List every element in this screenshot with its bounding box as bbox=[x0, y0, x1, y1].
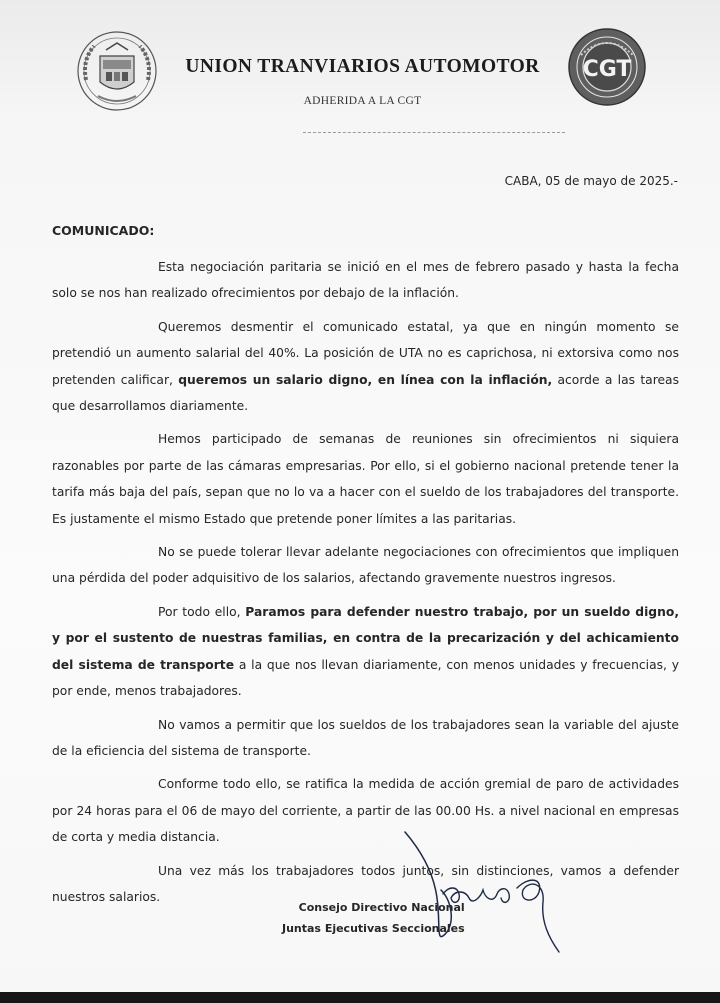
paragraph-text: Una vez más los trabajadores todos juntos, sin distinciones, vamos a defender nuestros salarios. bbox=[52, 863, 679, 904]
closing-line-sections: Juntas Ejecutivas Seccionales bbox=[282, 922, 465, 935]
closing-line-council: Consejo Directivo Nacional bbox=[298, 901, 465, 914]
letter-paragraph bbox=[52, 314, 679, 420]
letter-paragraph bbox=[52, 712, 679, 765]
paragraph-text: No se puede tolerar llevar adelante negociaciones con ofrecimientos que impliquen una pérdida del poder adquisitivo de los salarios, afectando gravemente nuestros ingresos. bbox=[52, 545, 679, 586]
uta-seal-icon bbox=[76, 30, 158, 112]
header-divider bbox=[303, 132, 565, 133]
paragraph-text: Conforme todo ello, se ratifica la medida de acción gremial de paro de actividades por 24 horas para el 06 de mayo del corriente, a partir de las 00.00 Hs. a nivel nacional en empresas de corta y media distancia. bbox=[52, 777, 679, 845]
handwritten-signature-icon bbox=[395, 828, 575, 958]
paragraph-text: Hemos participado de semanas de reuniones sin ofrecimientos ni siquiera razonables por parte de las cámaras empresarias. Por ello, si el gobierno nacional pretende tener la tarifa más baja del país, sepan que no lo va a hacer con el sueldo de los trabajadores del transporte. Es justamente el mismo Estado que pretende poner límites a las paritarias. bbox=[52, 432, 679, 526]
paragraph-text: Queremos desmentir el comunicado estatal, ya que en ningún momento se pretendió un aumento salarial del 40%. La posición de UTA no es caprichosa, ni extorsiva como nos pretenden calificar, bbox=[52, 319, 679, 387]
letter-paragraph bbox=[52, 771, 679, 850]
letter-date: CABA, 05 de mayo de 2025.- bbox=[504, 174, 678, 188]
letter-body bbox=[52, 254, 679, 917]
paragraph-bold-text: Paramos para defender nuestro trabajo, por un sueldo digno, y por el sustento de nuestras familias, en contra de la precarización y del achicamiento del sistema de transporte bbox=[52, 604, 679, 672]
paragraph-text: acorde a las tareas que desarrollamos diariamente. bbox=[52, 372, 679, 414]
organization-name: UNION TRANVIARIOS AUTOMOTOR bbox=[185, 56, 540, 77]
letter-paragraph bbox=[52, 426, 679, 532]
paragraph-bold-text: queremos un salario digno, en línea con la inflación, bbox=[178, 372, 553, 387]
letter-paragraph bbox=[52, 254, 679, 307]
letter-paragraph bbox=[52, 539, 679, 592]
bottom-edge-bar bbox=[0, 992, 720, 1003]
cgt-seal-icon bbox=[567, 27, 647, 107]
letter-heading: COMUNICADO: bbox=[52, 223, 155, 238]
paragraph-text: Por todo ello, bbox=[158, 604, 246, 619]
paragraph-text: Esta negociación paritaria se inició en el mes de febrero pasado y hasta la fecha solo se nos han realizado ofrecimientos por debajo de la inflación. bbox=[52, 260, 679, 301]
letter-paragraph bbox=[52, 599, 679, 705]
paragraph-text: a la que nos llevan diariamente, con menos unidades y frecuencias, y por ende, menos trabajadores. bbox=[52, 657, 679, 699]
paragraph-text: No vamos a permitir que los sueldos de los trabajadores sean la variable del ajuste de la eficiencia del sistema de transporte. bbox=[52, 717, 679, 758]
affiliation-line: ADHERIDA A LA CGT bbox=[303, 95, 422, 107]
cgt-seal-letters: CGT bbox=[582, 57, 632, 82]
